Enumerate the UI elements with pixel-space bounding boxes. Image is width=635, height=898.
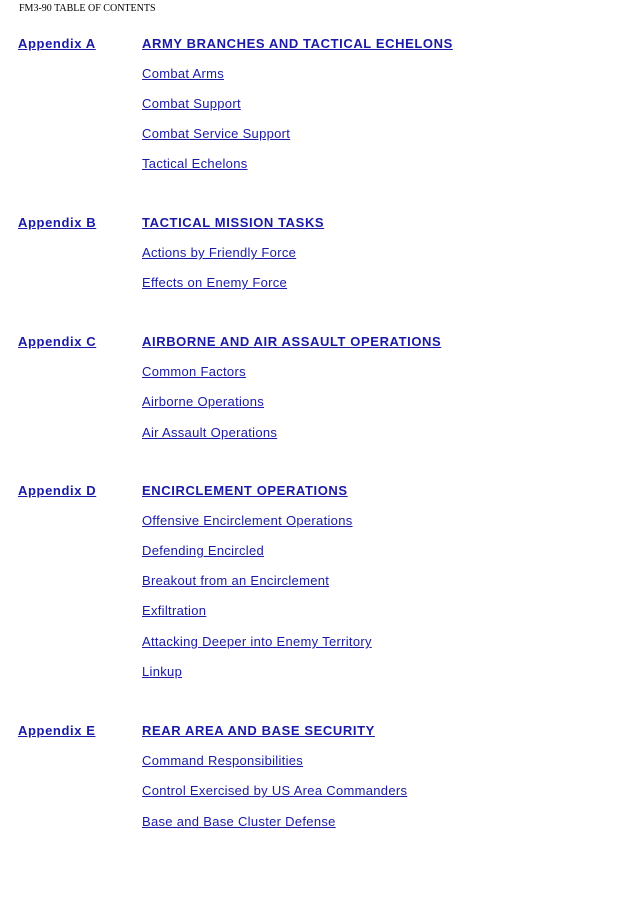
appendix-d-title-link[interactable]: ENCIRCLEMENT OPERATIONS [142,483,348,498]
toc-link-air-assault-operations[interactable]: Air Assault Operations [142,425,278,440]
appendix-b-title-link[interactable]: TACTICAL MISSION TASKS [142,215,325,230]
toc-link-linkup[interactable]: Linkup [142,664,183,679]
appendix-a-link[interactable]: Appendix A [18,36,96,51]
toc-link-combat-arms[interactable]: Combat Arms [142,66,225,81]
appendix-e-link[interactable]: Appendix E [18,723,96,738]
appendix-e-title-link[interactable]: REAR AREA AND BASE SECURITY [142,723,375,738]
toc-link-tactical-echelons[interactable]: Tactical Echelons [142,156,248,171]
toc-link-defending-encircled[interactable]: Defending Encircled [142,543,265,558]
toc-link-actions-by-friendly-force[interactable]: Actions by Friendly Force [142,245,297,260]
appendix-c-title-link[interactable]: AIRBORNE AND AIR ASSAULT OPERATIONS [142,334,442,349]
toc-link-combat-service-support[interactable]: Combat Service Support [142,126,291,141]
toc-link-attacking-deeper[interactable]: Attacking Deeper into Enemy Territory [142,634,372,649]
toc-link-exfiltration[interactable]: Exfiltration [142,603,207,618]
page-header: FM3-90 TABLE OF CONTENTS [19,3,156,14]
appendix-a-title-link[interactable]: ARMY BRANCHES AND TACTICAL ECHELONS [142,36,453,51]
toc-link-effects-on-enemy-force[interactable]: Effects on Enemy Force [142,275,288,290]
toc-link-combat-support[interactable]: Combat Support [142,96,241,111]
toc-link-command-responsibilities[interactable]: Command Responsibilities [142,753,304,768]
toc-link-airborne-operations[interactable]: Airborne Operations [142,394,265,409]
toc-link-control-exercised[interactable]: Control Exercised by US Area Commanders [142,783,408,798]
toc-link-base-cluster-defense[interactable]: Base and Base Cluster Defense [142,814,336,829]
toc-link-offensive-encirclement-operations[interactable]: Offensive Encirclement Operations [142,513,353,528]
appendix-c-link[interactable]: Appendix C [18,334,97,349]
toc-link-common-factors[interactable]: Common Factors [142,364,246,379]
toc-link-breakout-from-an-encirclement[interactable]: Breakout from an Encirclement [142,573,330,588]
appendix-d-link[interactable]: Appendix D [18,483,97,498]
appendix-b-link[interactable]: Appendix B [18,215,97,230]
